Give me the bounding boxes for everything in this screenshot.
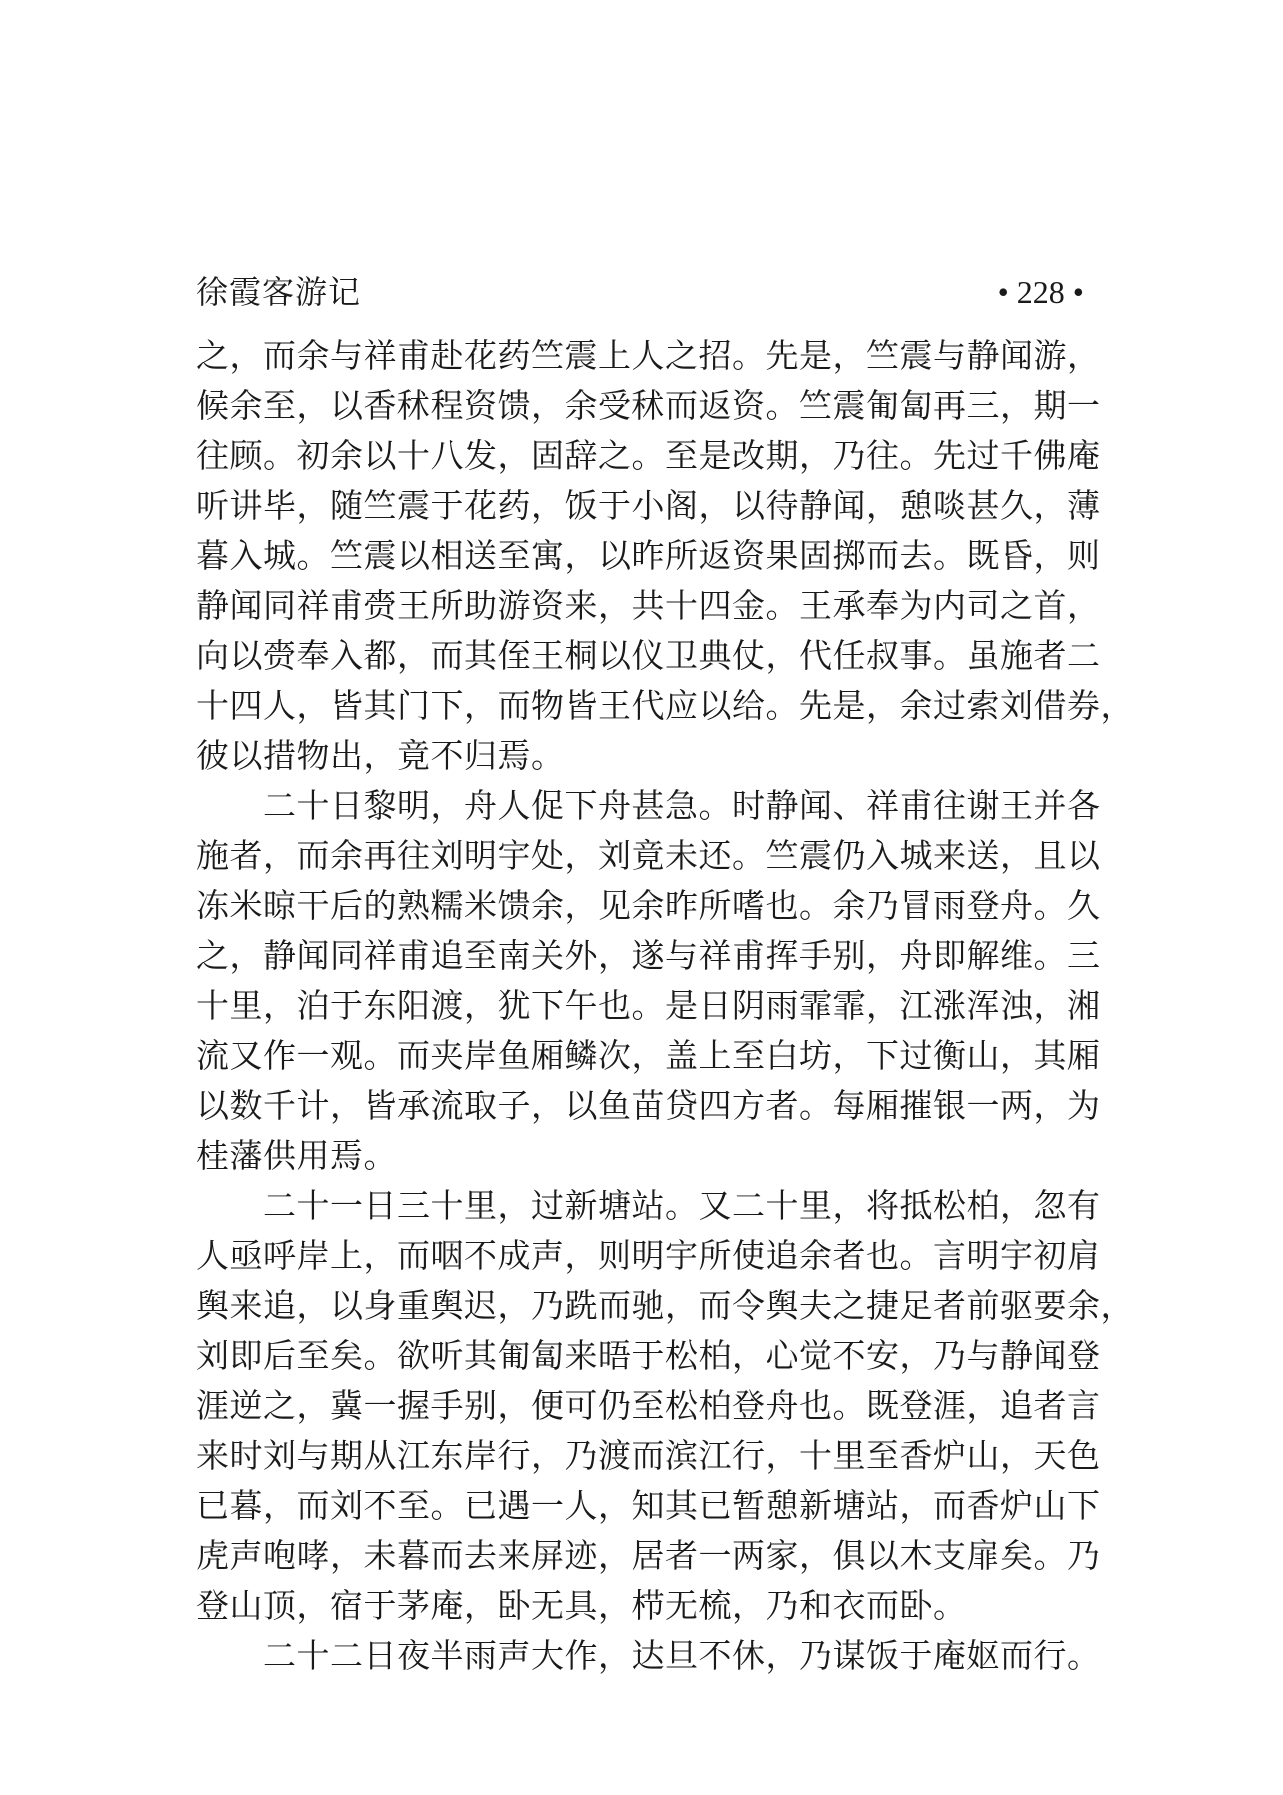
- text-line: 听讲毕，随竺震于花药，饭于小阁，以待静闻，憩啖甚久，薄: [196, 486, 1101, 525]
- book-title: 徐霞客游记: [196, 273, 362, 311]
- text-line: 冻米晾干后的熟糯米馈余，见余昨所嗜也。余乃冒雨登舟。久: [196, 886, 1101, 925]
- text-line: 已暮，而刘不至。已遇一人，知其已暂憩新塘站，而香炉山下: [196, 1486, 1101, 1525]
- text-line: 登山顶，宿于茅庵，卧无具，栉无梳，乃和衣而卧。: [196, 1586, 967, 1625]
- text-line: 刘即后至矣。欲听其匍匐来晤于松柏，心觉不安，乃与静闻登: [196, 1336, 1101, 1375]
- text-line: 二十二日夜半雨声大作，达旦不休，乃谋饭于庵妪而行。: [196, 1636, 1101, 1675]
- text-line: 彼以措物出，竟不归焉。: [196, 736, 565, 775]
- text-line: 涯逆之，冀一握手别，便可仍至松柏登舟也。既登涯，追者言: [196, 1386, 1101, 1425]
- text-line: 之，而余与祥甫赴花药竺震上人之招。先是，竺震与静闻游，: [196, 336, 1101, 375]
- text-line: 舆来追，以身重舆迟，乃跣而驰，而令舆夫之捷足者前驱要余，: [196, 1286, 1134, 1325]
- text-line: 二十日黎明，舟人促下舟甚急。时静闻、祥甫往谢王并各: [196, 786, 1101, 825]
- page-number: • 228 •: [997, 274, 1084, 310]
- text-line: 以数千计，皆承流取子，以鱼苗贷四方者。每厢摧银一两，为: [196, 1086, 1101, 1125]
- body-text: [196, 331, 1134, 1681]
- text-line: 虎声咆哮，未暮而去来屏迹，居者一两家，俱以木支扉矣。乃: [196, 1536, 1101, 1575]
- text-line: 静闻同祥甫赍王所助游资来，共十四金。王承奉为内司之首，: [196, 586, 1101, 625]
- text-line: 往顾。初余以十八发，固辞之。至是改期，乃往。先过千佛庵: [196, 436, 1101, 475]
- text-line: 暮入城。竺震以相送至寓，以昨所返资果固掷而去。既昏，则: [196, 536, 1101, 575]
- text-line: 施者，而余再往刘明宇处，刘竟未还。竺震仍入城来送，且以: [196, 836, 1101, 875]
- text-line: 向以赍奉入都，而其侄王桐以仪卫典仗，代任叔事。虽施者二: [196, 636, 1101, 675]
- text-line: 之，静闻同祥甫追至南关外，遂与祥甫挥手别，舟即解维。三: [196, 936, 1101, 975]
- text-line: 流又作一观。而夹岸鱼厢鳞次，盖上至白坊，下过衡山，其厢: [196, 1036, 1101, 1075]
- text-line: 桂藩供用焉。: [196, 1136, 397, 1175]
- text-line: 十里，泊于东阳渡，犹下午也。是日阴雨霏霏，江涨浑浊，湘: [196, 986, 1101, 1025]
- text-line: 来时刘与期从江东岸行，乃渡而滨江行，十里至香炉山，天色: [196, 1436, 1101, 1475]
- text-line: 二十一日三十里，过新塘站。又二十里，将抵松柏，忽有: [196, 1186, 1101, 1225]
- text-line: 候余至，以香秫程资馈，余受秫而返资。竺震匍匐再三，期一: [196, 386, 1101, 425]
- running-header: [196, 268, 1084, 316]
- text-line: 人亟呼岸上，而咽不成声，则明宇所使追余者也。言明宇初肩: [196, 1236, 1101, 1275]
- text-line: 十四人，皆其门下，而物皆王代应以给。先是，余过索刘借券，: [196, 686, 1134, 725]
